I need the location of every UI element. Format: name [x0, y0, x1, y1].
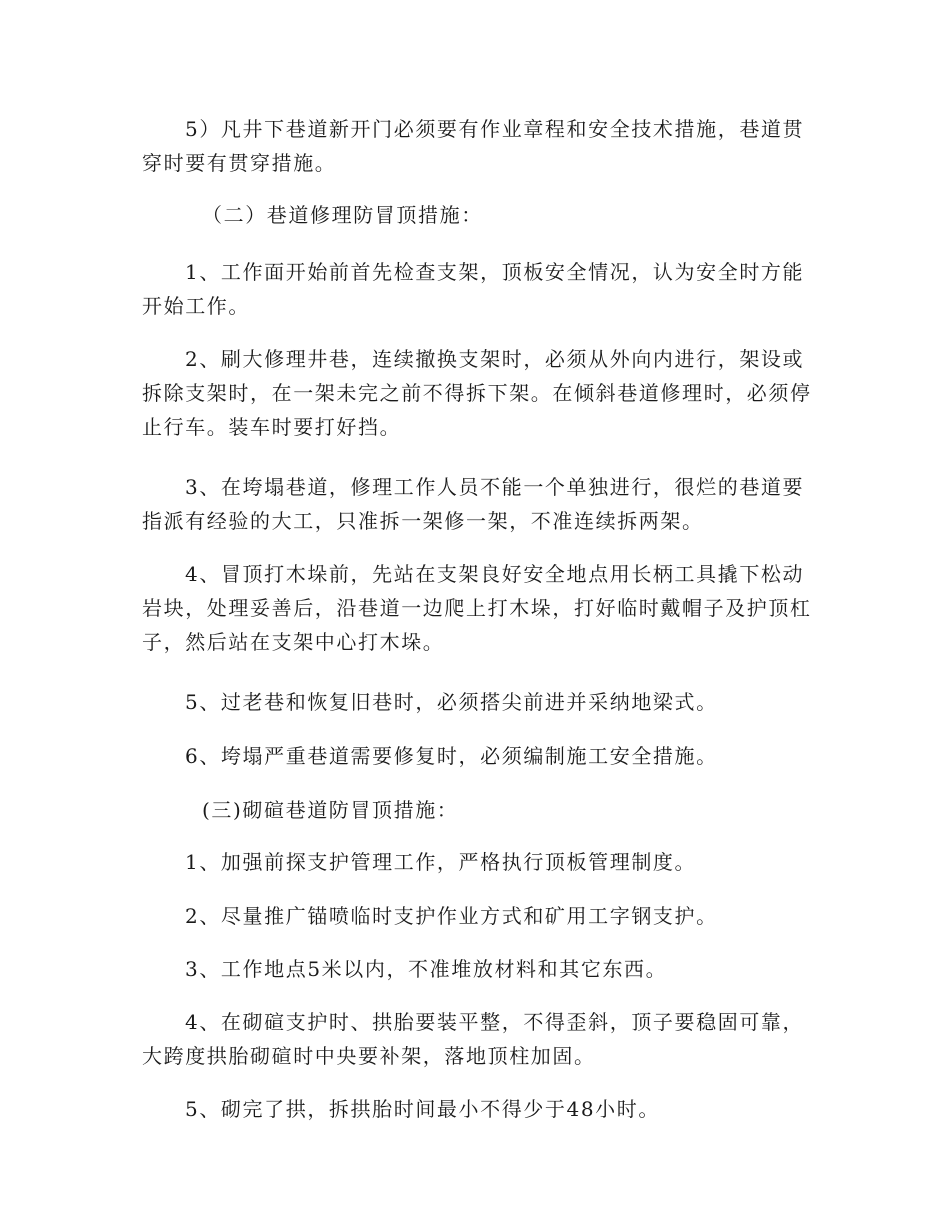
paragraph-8: 6、垮塌严重巷道需要修复时，必须编制施工安全措施。 [185, 744, 718, 768]
paragraph-13: 4、在砌碹支护时、拱胎要装平整，不得歪斜，顶子要稳固可靠，大跨度拱胎砌碹时中央要补架，落地顶柱加固。 [142, 1010, 805, 1068]
paragraph-6: 4、冒顶打木垛前，先站在支架良好安全地点用长柄工具撬下松动岩块，处理妥善后，沿巷道一边爬上打木垛，打好临时戴帽子及护顶杠子，然后站在支架中心打木垛。 [142, 562, 812, 654]
paragraph-10: 1、加强前探支护管理工作，严格执行顶板管理制度。 [185, 850, 697, 874]
paragraph-12: 3、工作地点5米以内，不准堆放材料和其它东西。 [185, 957, 668, 981]
paragraph-4: 2、刷大修理井巷，连续撤换支架时，必须从外向内进行，架设或拆除支架时，在一架未完之前不得拆下架。在倾斜巷道修理时，必须停止行车。装车时要打好挡。 [142, 347, 812, 439]
paragraph-5: 3、在垮塌巷道，修理工作人员不能一个单独进行，很烂的巷道要指派有经验的大工，只准拆一架修一架，不准连续拆两架。 [142, 475, 805, 533]
paragraph-3: 1、工作面开始前首先检查支架，顶板安全情况，认为安全时方能开始工作。 [142, 260, 805, 318]
section-heading-9: (三)砌碹巷道防冒顶措施： [202, 798, 459, 822]
paragraph-7: 5、过老巷和恢复旧巷时，必须搭尖前进并采纳地梁式。 [185, 690, 718, 714]
section-heading-2: （二）巷道修理防冒顶措施： [202, 203, 483, 227]
paragraph-14: 5、砌完了拱，拆拱胎时间最小不得少于48小时。 [185, 1097, 660, 1121]
paragraph-1: 5）凡井下巷道新开门必须要有作业章程和安全技术措施，巷道贯穿时要有贯穿措施。 [142, 117, 805, 175]
paragraph-11: 2、尽量推广锚喷临时支护作业方式和矿用工字钢支护。 [185, 904, 718, 928]
